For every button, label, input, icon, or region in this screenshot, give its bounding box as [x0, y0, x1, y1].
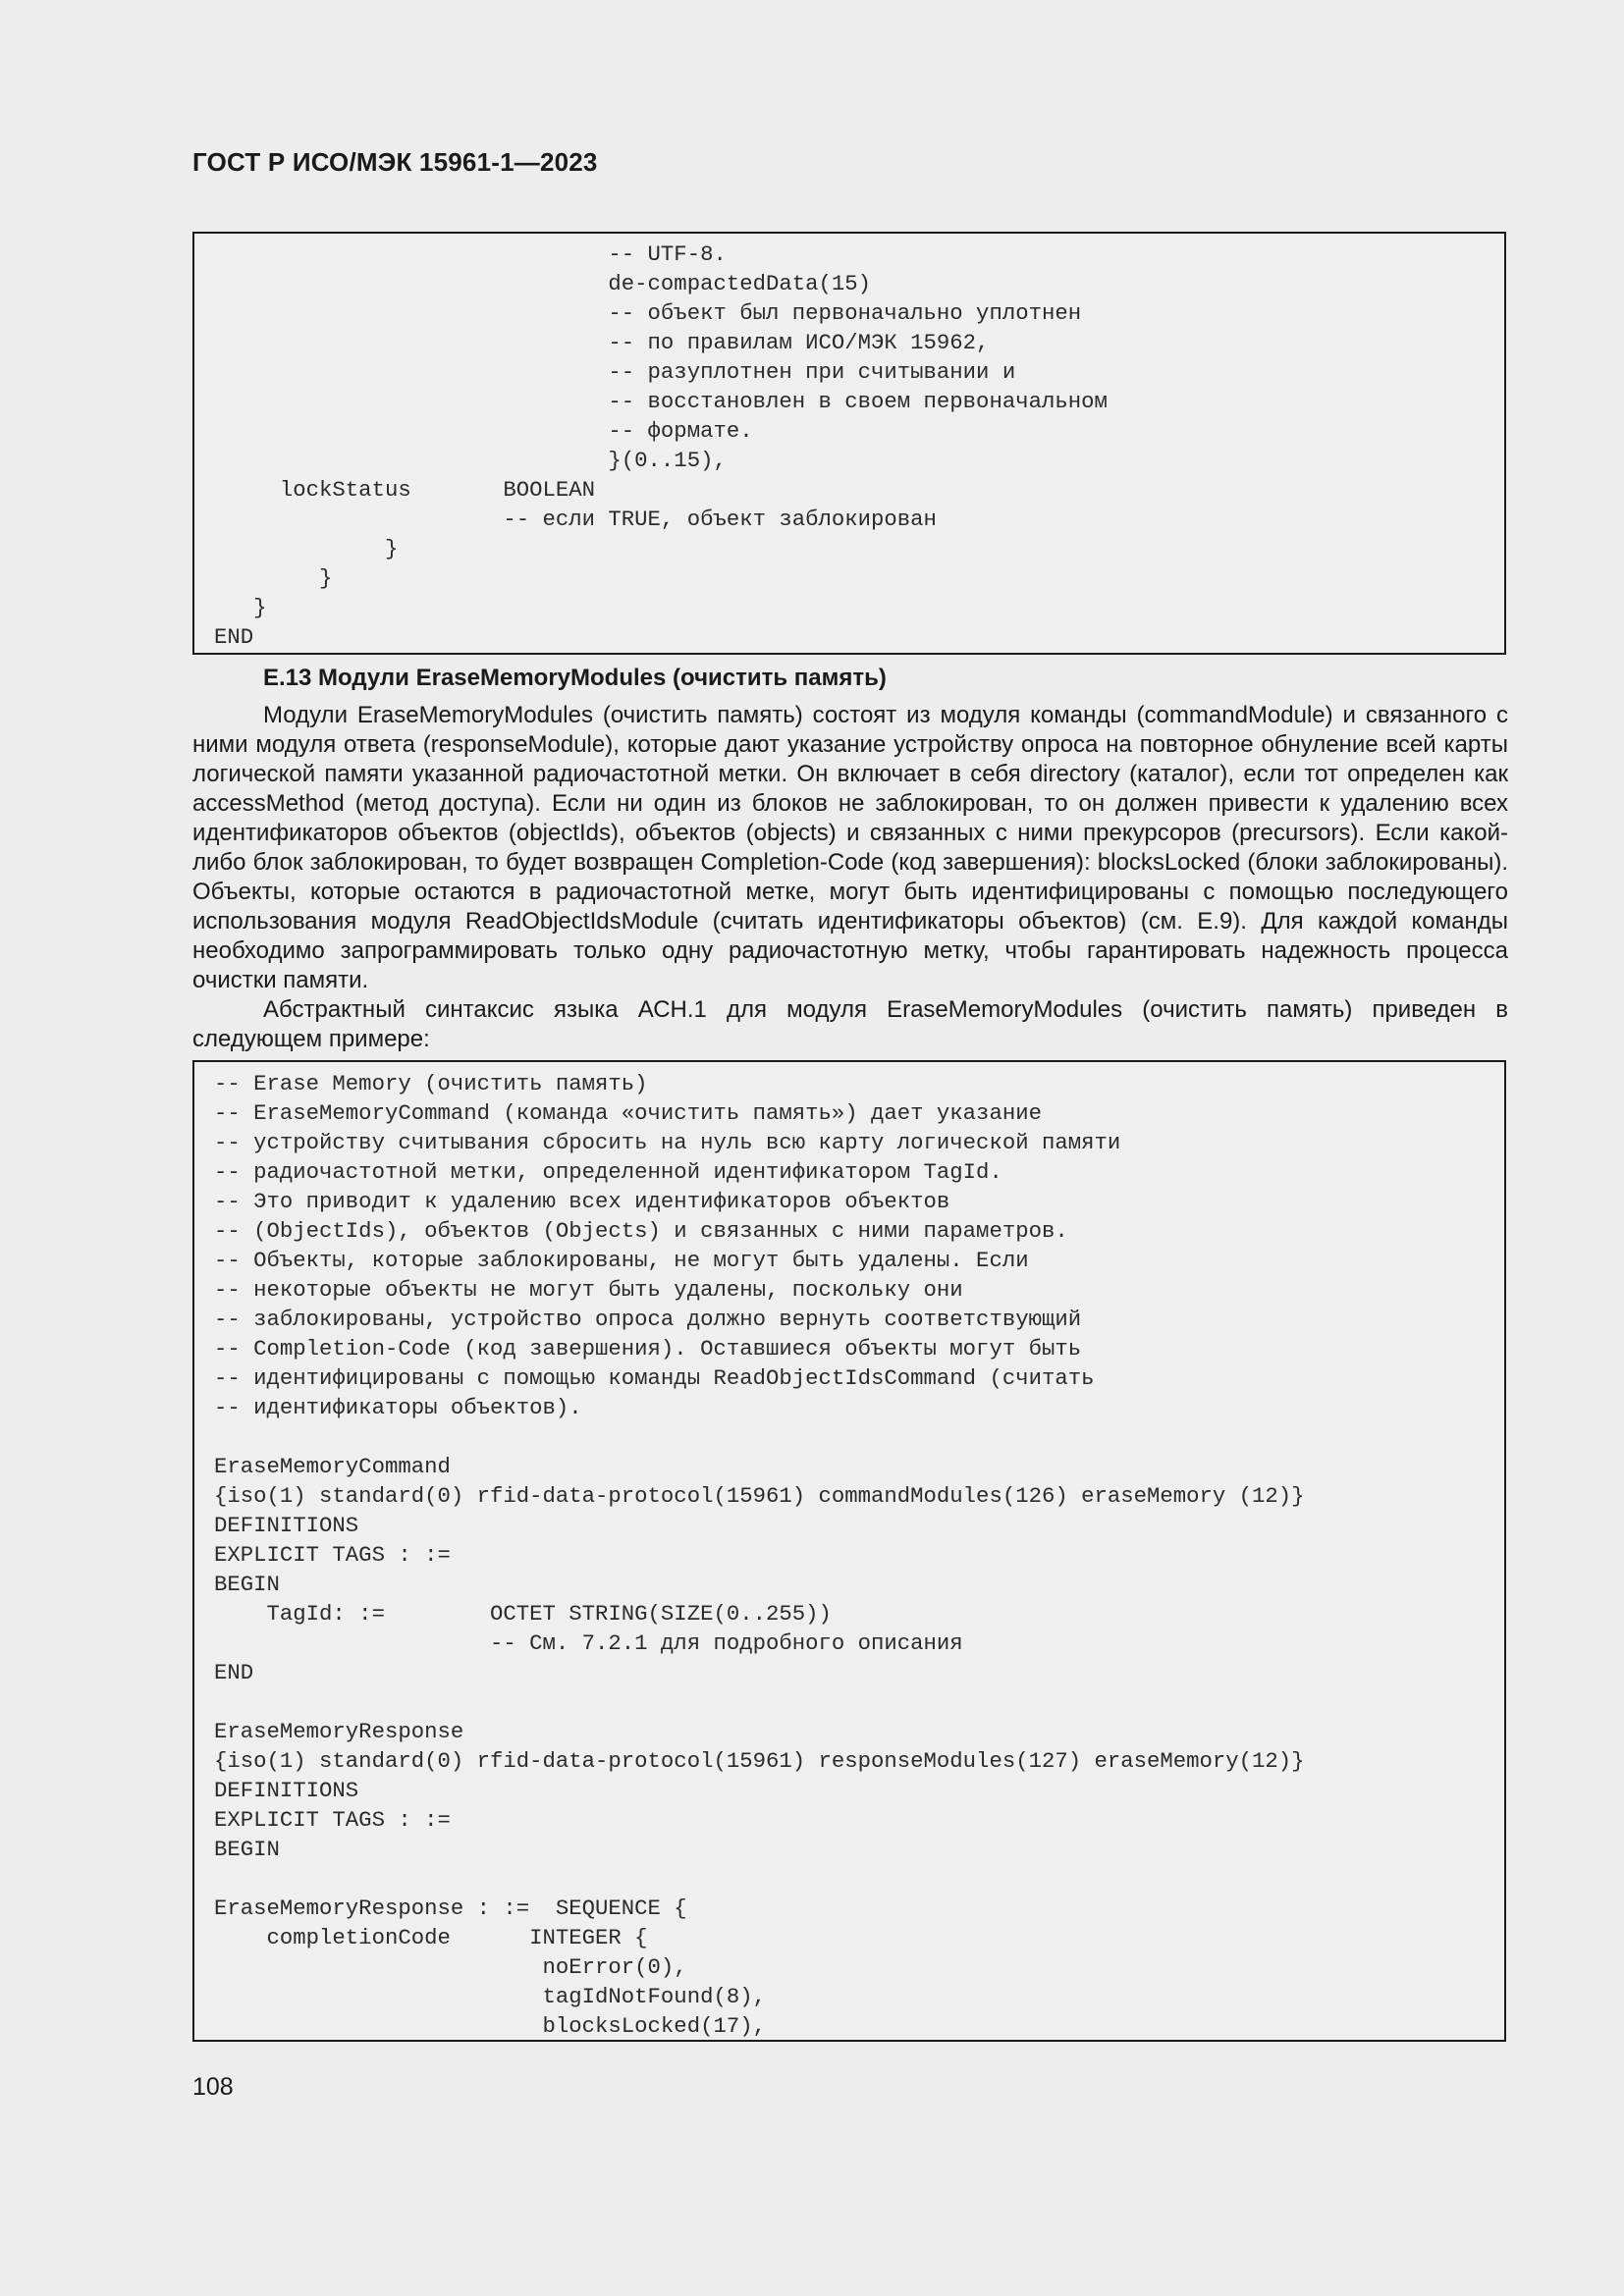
code-listing: -- UTF-8. de-compactedData(15) -- объект был первоначально уплотнен -- по правилам ИСО/МЭК 15962, -- разуплотнен при считывании и -- восстановлен в своем первоначальном -- формате. }(0..15), lockStatus BOOLEAN -- если TRUE, объект заблокирован } } } END: [214, 241, 1108, 650]
code-block-continuation: [192, 232, 1506, 655]
document-header: ГОСТ Р ИСО/МЭК 15961-1—2023: [192, 147, 598, 177]
section-paragraph-1: Модули EraseMemoryModules (очистить память) состоят из модуля команды (commandModule) и связанного с ними модуля ответа (responseModule), которые дают указание устройству опроса на повторное обнуление всей карты логической памяти указанной радиочастотной метки. Он включает в себя directory (каталог), если тот определен как accessMethod (метод доступа). Если ни один из блоков не заблокирован, то он должен привести к удалению всех идентификаторов объектов (objectIds), объектов (objects) и связанных с ними прекурсоров (precursors). Если какой-либо блок заблокирован, то будет возвращен Completion-Code (код завершения): blocksLocked (блоки заблокированы). Объекты, которые остаются в радиочастотной метке, могут быть идентифицированы с помощью последующего использования модуля ReadObjectIdsModule (считать идентификаторы объектов) (см. Е.9). Для каждой команды необходимо запрограммировать только одну радиочастотную метку, чтобы гарантировать надежность процесса очистки памяти.: [192, 702, 1508, 993]
section-paragraph-2: Абстрактный синтаксис языка АСН.1 для модуля EraseMemoryModules (очистить память) приведен в следующем примере:: [192, 996, 1508, 1052]
section-title: Е.13 Модули EraseMemoryModules (очистить память): [263, 665, 887, 691]
page-number: 108: [192, 2073, 234, 2101]
code-block-erase-memory: [192, 1060, 1506, 2042]
code-listing: -- Erase Memory (очистить память) -- EraseMemoryCommand (команда «очистить память») дает указание -- устройству считывания сбросить на нуль всю карту логической памяти -- радиочастотной метки, определенной идентификатором TagId. -- Это приводит к удалению всех идентификаторов объектов -- (ObjectIds), объектов (Objects) и связанных с ними параметров. -- Объекты, которые заблокированы, не могут быть удалены. Если -- некоторые объекты не могут быть удалены, поскольку они -- заблокированы, устройство опроса должно вернуть соответствующий -- Completion-Code (код завершения). Оставшиеся объекты могут быть -- идентифицированы с помощью команды ReadObjectIdsCommand (считать -- идентификаторы объектов). EraseMemoryCommand {iso(1) standard(0) rfid-data-protocol(15961) commandModules(126) eraseMemory (12)} DEFINITIONS EXPLICIT TAGS : := BEGIN TagId: := OCTET STRING(SIZE(0..255)) -- См. 7.2.1 для подробного описания END EraseMemoryResponse {iso(1) standard(0) rfid-data-protocol(15961) responseModules(127) eraseMemory(12)} DEFINITIONS EXPLICIT TAGS : := BEGIN EraseMemoryResponse : := SEQUENCE { completionCode INTEGER { noError(0), tagIdNotFound(8), blocksLocked(17),: [214, 1071, 1305, 2039]
